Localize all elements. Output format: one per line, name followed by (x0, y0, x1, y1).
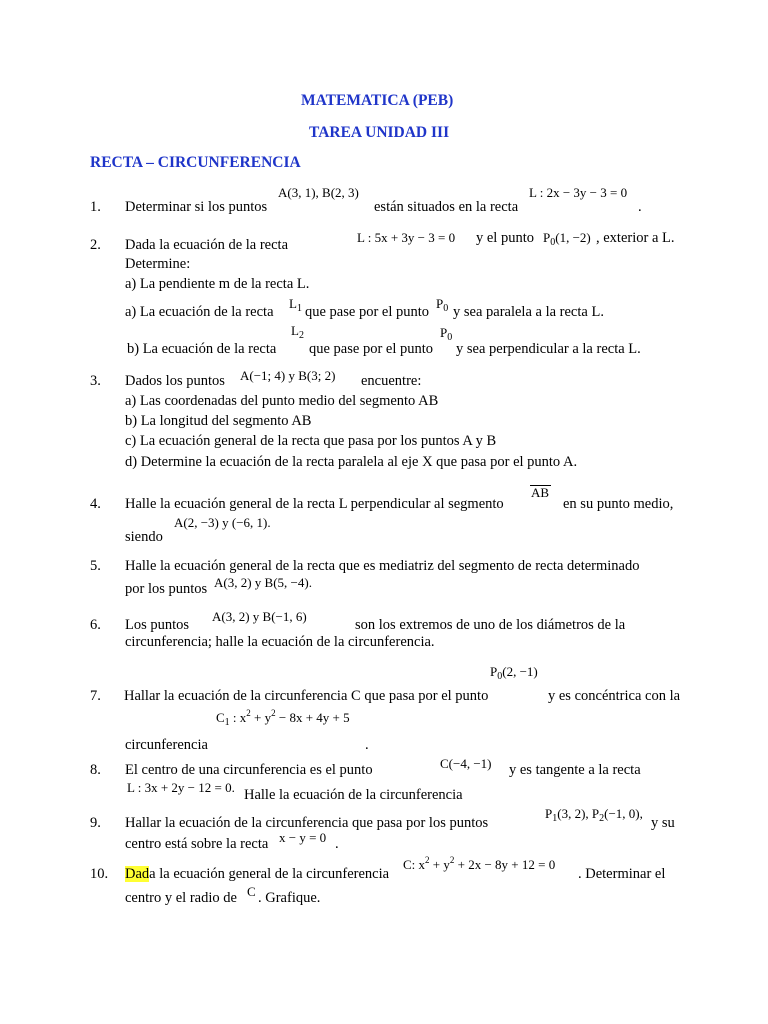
formula: A(−1; 4) y B(3; 2) (240, 368, 336, 383)
item-text: , exterior a L. (596, 230, 675, 246)
formula: $P_0(2$, −1) (490, 664, 538, 682)
subitem: d) Determine la ecuación de la recta paralela al eje X que pasa por el punto A. (125, 454, 578, 470)
item-number: 6. (90, 617, 101, 633)
item-text: circunferencia; halle la ecuación de la circunferencia. (125, 634, 435, 650)
formula: $C_1$ : $x^2 + y^2 - 8x + 4y + 5$ (216, 708, 350, 728)
item-text: son los extremos de uno de los diámetros de la (355, 617, 626, 633)
subitem: b) La ecuación de la recta (127, 341, 277, 357)
subitem: que pase por el punto (305, 304, 430, 320)
item-text: y su (651, 815, 675, 831)
formula: A(3, 2) y B(5, −4). (214, 575, 312, 590)
highlighted-text: Dad (125, 866, 150, 882)
item-text: encuentre: (361, 373, 422, 389)
item-text: centro y el radio de (125, 890, 237, 906)
symbol: $P_0$ (440, 325, 453, 343)
document-title: MATEMATICA (PEB) (301, 92, 454, 109)
formula: $P_0(1$, −2) (543, 230, 591, 248)
item-text: y es tangente a la recta (509, 762, 641, 778)
item-number: 1. (90, 199, 101, 215)
item-text: y el punto (476, 230, 534, 246)
subitem: que pase por el punto (309, 341, 434, 357)
item-text: Determinar si los puntos (125, 199, 268, 215)
item-text: Dada la ecuación general de la circunferencia (125, 866, 390, 882)
item-text: y es concéntrica con la (548, 688, 681, 704)
formula: x − y = 0 (279, 830, 327, 845)
item-text: . (638, 199, 642, 215)
document-subtitle: TAREA UNIDAD III (309, 124, 450, 141)
subitem: y sea paralela a la recta L. (453, 304, 604, 320)
item-number: 4. (90, 496, 101, 512)
item-text: Los puntos (125, 617, 190, 633)
formula: L : 2x − 3y − 3 = 0 (529, 185, 628, 200)
item-text: . Determinar el (578, 866, 666, 882)
formula: AB (531, 485, 550, 500)
item-text: están situados en la recta (374, 199, 519, 215)
item-text: Halle la ecuación de la circunferencia (244, 787, 463, 803)
formula: C(−4, −1) (440, 756, 492, 771)
subitem: a) La ecuación de la recta (125, 304, 274, 320)
subitem: c) La ecuación general de la recta que pasa por los puntos A y B (125, 433, 497, 449)
formula: $P_1(3$, 2), $P_2(-1$, 0), (545, 806, 643, 824)
section-heading: RECTA – CIRCUNFERENCIA (90, 154, 301, 171)
subitem: a) La pendiente m de la recta L. (125, 276, 310, 292)
item-text: Dada la ecuación de la recta (125, 237, 289, 253)
subitem: a) Las coordenadas del punto medio del segmento AB (125, 393, 439, 409)
symbol: $L_2$ (291, 323, 304, 341)
item-text: . Grafique. (258, 890, 321, 906)
item-text: en su punto medio, (563, 496, 674, 512)
subitem: b) La longitud del segmento AB (125, 413, 312, 429)
item-text: Halle la ecuación general de la recta que es mediatriz del segmento de recta determinado (125, 558, 640, 574)
item-text: . (365, 737, 369, 753)
symbol: C (247, 884, 256, 899)
item-text: . (335, 836, 339, 852)
formula: A(3, 2) y B(−1, 6) (212, 609, 307, 624)
formula: L : 5x + 3y − 3 = 0 (357, 230, 456, 245)
item-text: por los puntos (125, 581, 208, 597)
item-number: 9. (90, 815, 101, 831)
item-text: Hallar la ecuación de la circunferencia que pasa por los puntos (125, 815, 489, 831)
item-text: Halle la ecuación general de la recta L perpendicular al segmento (125, 496, 504, 512)
item-text: Determine: (125, 256, 191, 272)
formula: L : 3x + 2y − 12 = 0. (127, 780, 235, 795)
item-number: 7. (90, 688, 101, 704)
item-text: siendo (125, 529, 163, 545)
item-number: 5. (90, 558, 101, 574)
item-text: circunferencia (125, 737, 208, 753)
item-text: Dados los puntos (125, 373, 225, 389)
formula: A(2, −3) y (−6, 1). (174, 515, 271, 530)
symbol: $L_1$ (289, 296, 302, 314)
item-text: El centro de una circunferencia es el punto (125, 762, 373, 778)
item-number: 3. (90, 373, 101, 389)
item-text: Hallar la ecuación de la circunferencia C que pasa por el punto (124, 688, 489, 704)
item-number: 10. (90, 866, 109, 882)
item-number: 2. (90, 237, 101, 253)
formula: A(3, 1), B(2, 3) (278, 185, 359, 200)
symbol: $P_0$ (436, 296, 449, 314)
subitem: y sea perpendicular a la recta L. (456, 341, 641, 357)
item-text: centro está sobre la recta (125, 836, 269, 852)
item-number: 8. (90, 762, 101, 778)
formula: C: $x^2 + y^2 + 2x - 8y + 12 = 0$ (403, 855, 556, 872)
